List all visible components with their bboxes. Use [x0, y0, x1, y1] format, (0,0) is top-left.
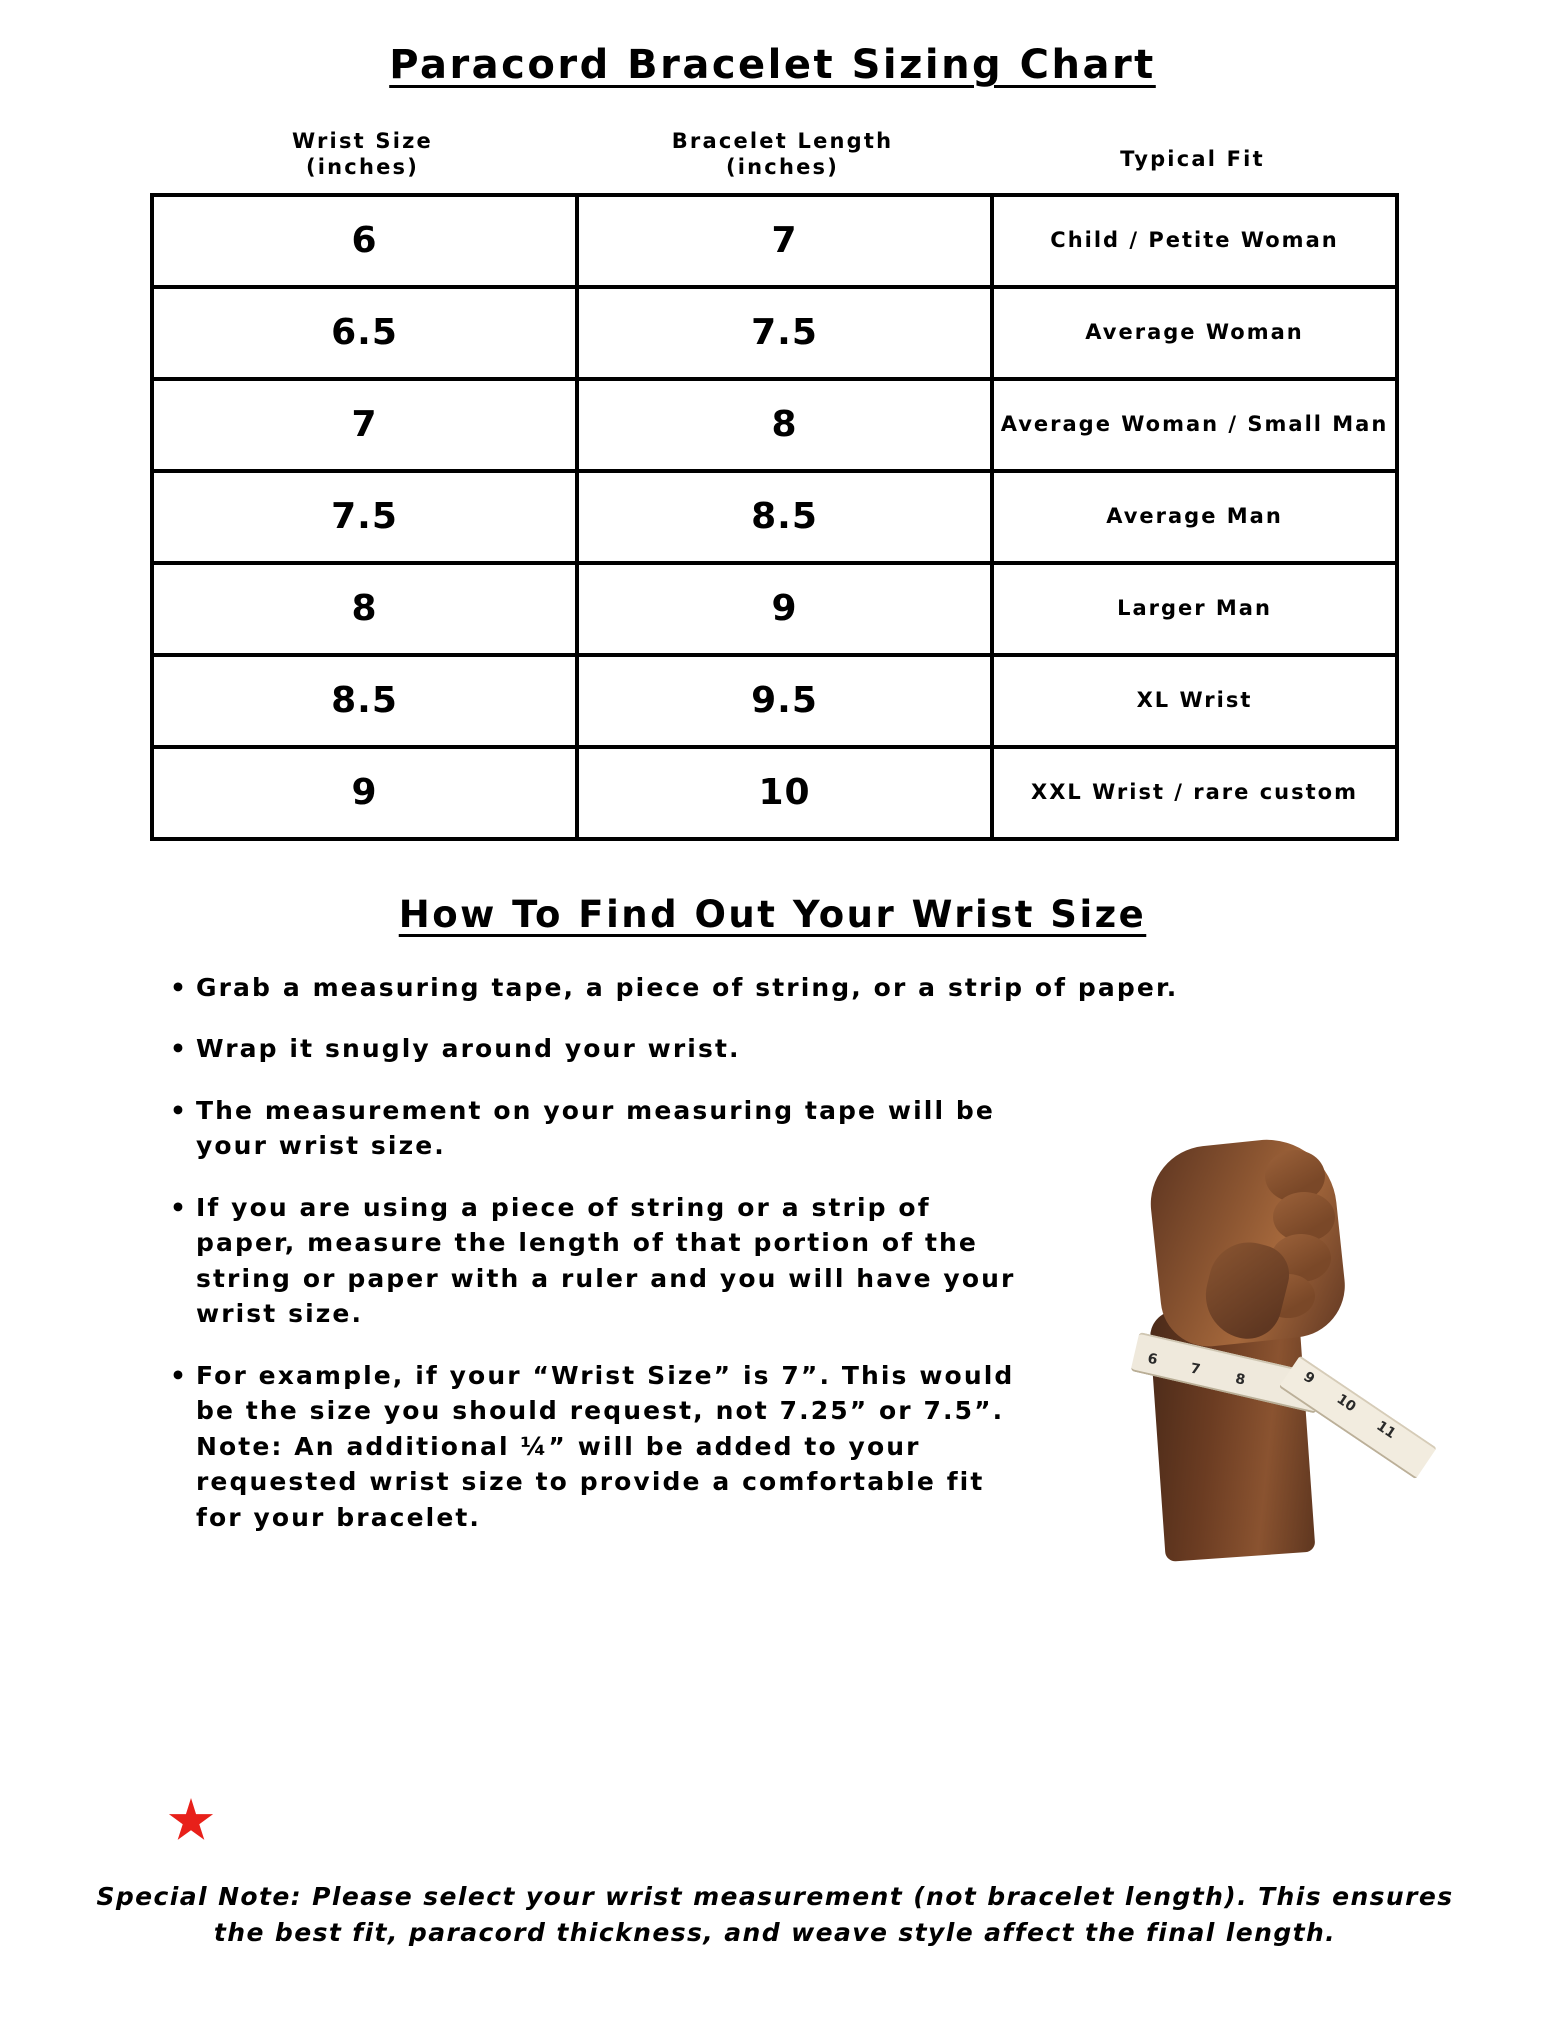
cell-typical-fit: Average Woman / Small Man [992, 379, 1397, 471]
cell-bracelet-length: 8 [577, 379, 992, 471]
cell-typical-fit: Average Man [992, 471, 1397, 563]
cell-wrist-size: 8.5 [152, 655, 577, 747]
cell-bracelet-length: 9.5 [577, 655, 992, 747]
cell-typical-fit: XL Wrist [992, 655, 1397, 747]
column-header-wrist-size-line1: Wrist Size [292, 129, 433, 153]
list-item: • Grab a measuring tape, a piece of string, or a strip of paper. [170, 970, 1260, 1006]
cell-wrist-size: 7 [152, 379, 577, 471]
list-item: • The measurement on your measuring tape will be your wrist size. [170, 1093, 1016, 1164]
list-item: • If you are using a piece of string or a strip of paper, measure the length of that portion of the string or paper with a ruler and you will have your wrist size. [170, 1190, 1016, 1332]
tape-number: 6 [1146, 1350, 1159, 1369]
tape-number: 7 [1189, 1360, 1202, 1379]
table-row [152, 379, 1397, 471]
special-note: Special Note: Please select your wrist measurement (not bracelet length). This ensures the best fit, paracord thickness, and weave style affect the final length. [96, 1882, 1454, 1948]
cell-typical-fit: XXL Wrist / rare custom [992, 747, 1397, 839]
cell-bracelet-length: 8.5 [577, 471, 992, 563]
sizing-table [150, 193, 1399, 841]
cell-wrist-size: 8 [152, 563, 577, 655]
tape-number: 8 [1234, 1371, 1247, 1389]
table-row [152, 471, 1397, 563]
sizing-chart-page [0, 42, 1545, 2042]
hand-with-measuring-tape-image [1115, 1132, 1445, 1552]
table-row [152, 747, 1397, 839]
column-header-typical-fit [990, 128, 1395, 181]
column-header-wrist-size-line2: (inches) [305, 155, 420, 180]
cell-bracelet-length: 10 [577, 747, 992, 839]
table-row [152, 287, 1397, 379]
how-to-steps-list [110, 970, 1260, 1536]
column-header-bracelet-length-line1: Bracelet Length [671, 129, 894, 153]
cell-typical-fit: Average Woman [992, 287, 1397, 379]
column-header-wrist-size [150, 128, 575, 181]
tape-scale [1289, 1359, 1448, 1481]
table-row [152, 655, 1397, 747]
cell-bracelet-length: 9 [577, 563, 992, 655]
star-shape [168, 1798, 214, 1844]
cell-typical-fit: Larger Man [992, 563, 1397, 655]
page-title: Paracord Bracelet Sizing Chart [389, 42, 1156, 88]
cell-bracelet-length: 7 [577, 195, 992, 287]
cell-wrist-size: 6 [152, 195, 577, 287]
list-item: • Wrap it snugly around your wrist. [170, 1031, 1260, 1067]
tape-number: 9 [1300, 1368, 1318, 1388]
column-header-bracelet-length-line2: (inches) [725, 155, 840, 180]
column-header-bracelet-length [575, 128, 990, 181]
sizing-table-section [150, 128, 1395, 841]
table-row [152, 563, 1397, 655]
list-item: • For example, if your “Wrist Size” is 7”. This would be the size you should request, not 7.25” or 7.5”. Note: An additional ¼” will be added to your requested wrist size to provide a comfortable fit for your bracelet. [170, 1358, 1016, 1536]
tape-number: 10 [1333, 1391, 1359, 1416]
table-column-headers [150, 128, 1395, 181]
column-header-typical-fit-line1: Typical Fit [1120, 147, 1265, 171]
how-to-title: How To Find Out Your Wrist Size [398, 892, 1147, 936]
star-icon [168, 1798, 216, 1846]
tape-number: 11 [1373, 1418, 1399, 1443]
cell-typical-fit: Child / Petite Woman [992, 195, 1397, 287]
cell-wrist-size: 6.5 [152, 287, 577, 379]
cell-wrist-size: 9 [152, 747, 577, 839]
cell-wrist-size: 7.5 [152, 471, 577, 563]
table-row [152, 195, 1397, 287]
cell-bracelet-length: 7.5 [577, 287, 992, 379]
